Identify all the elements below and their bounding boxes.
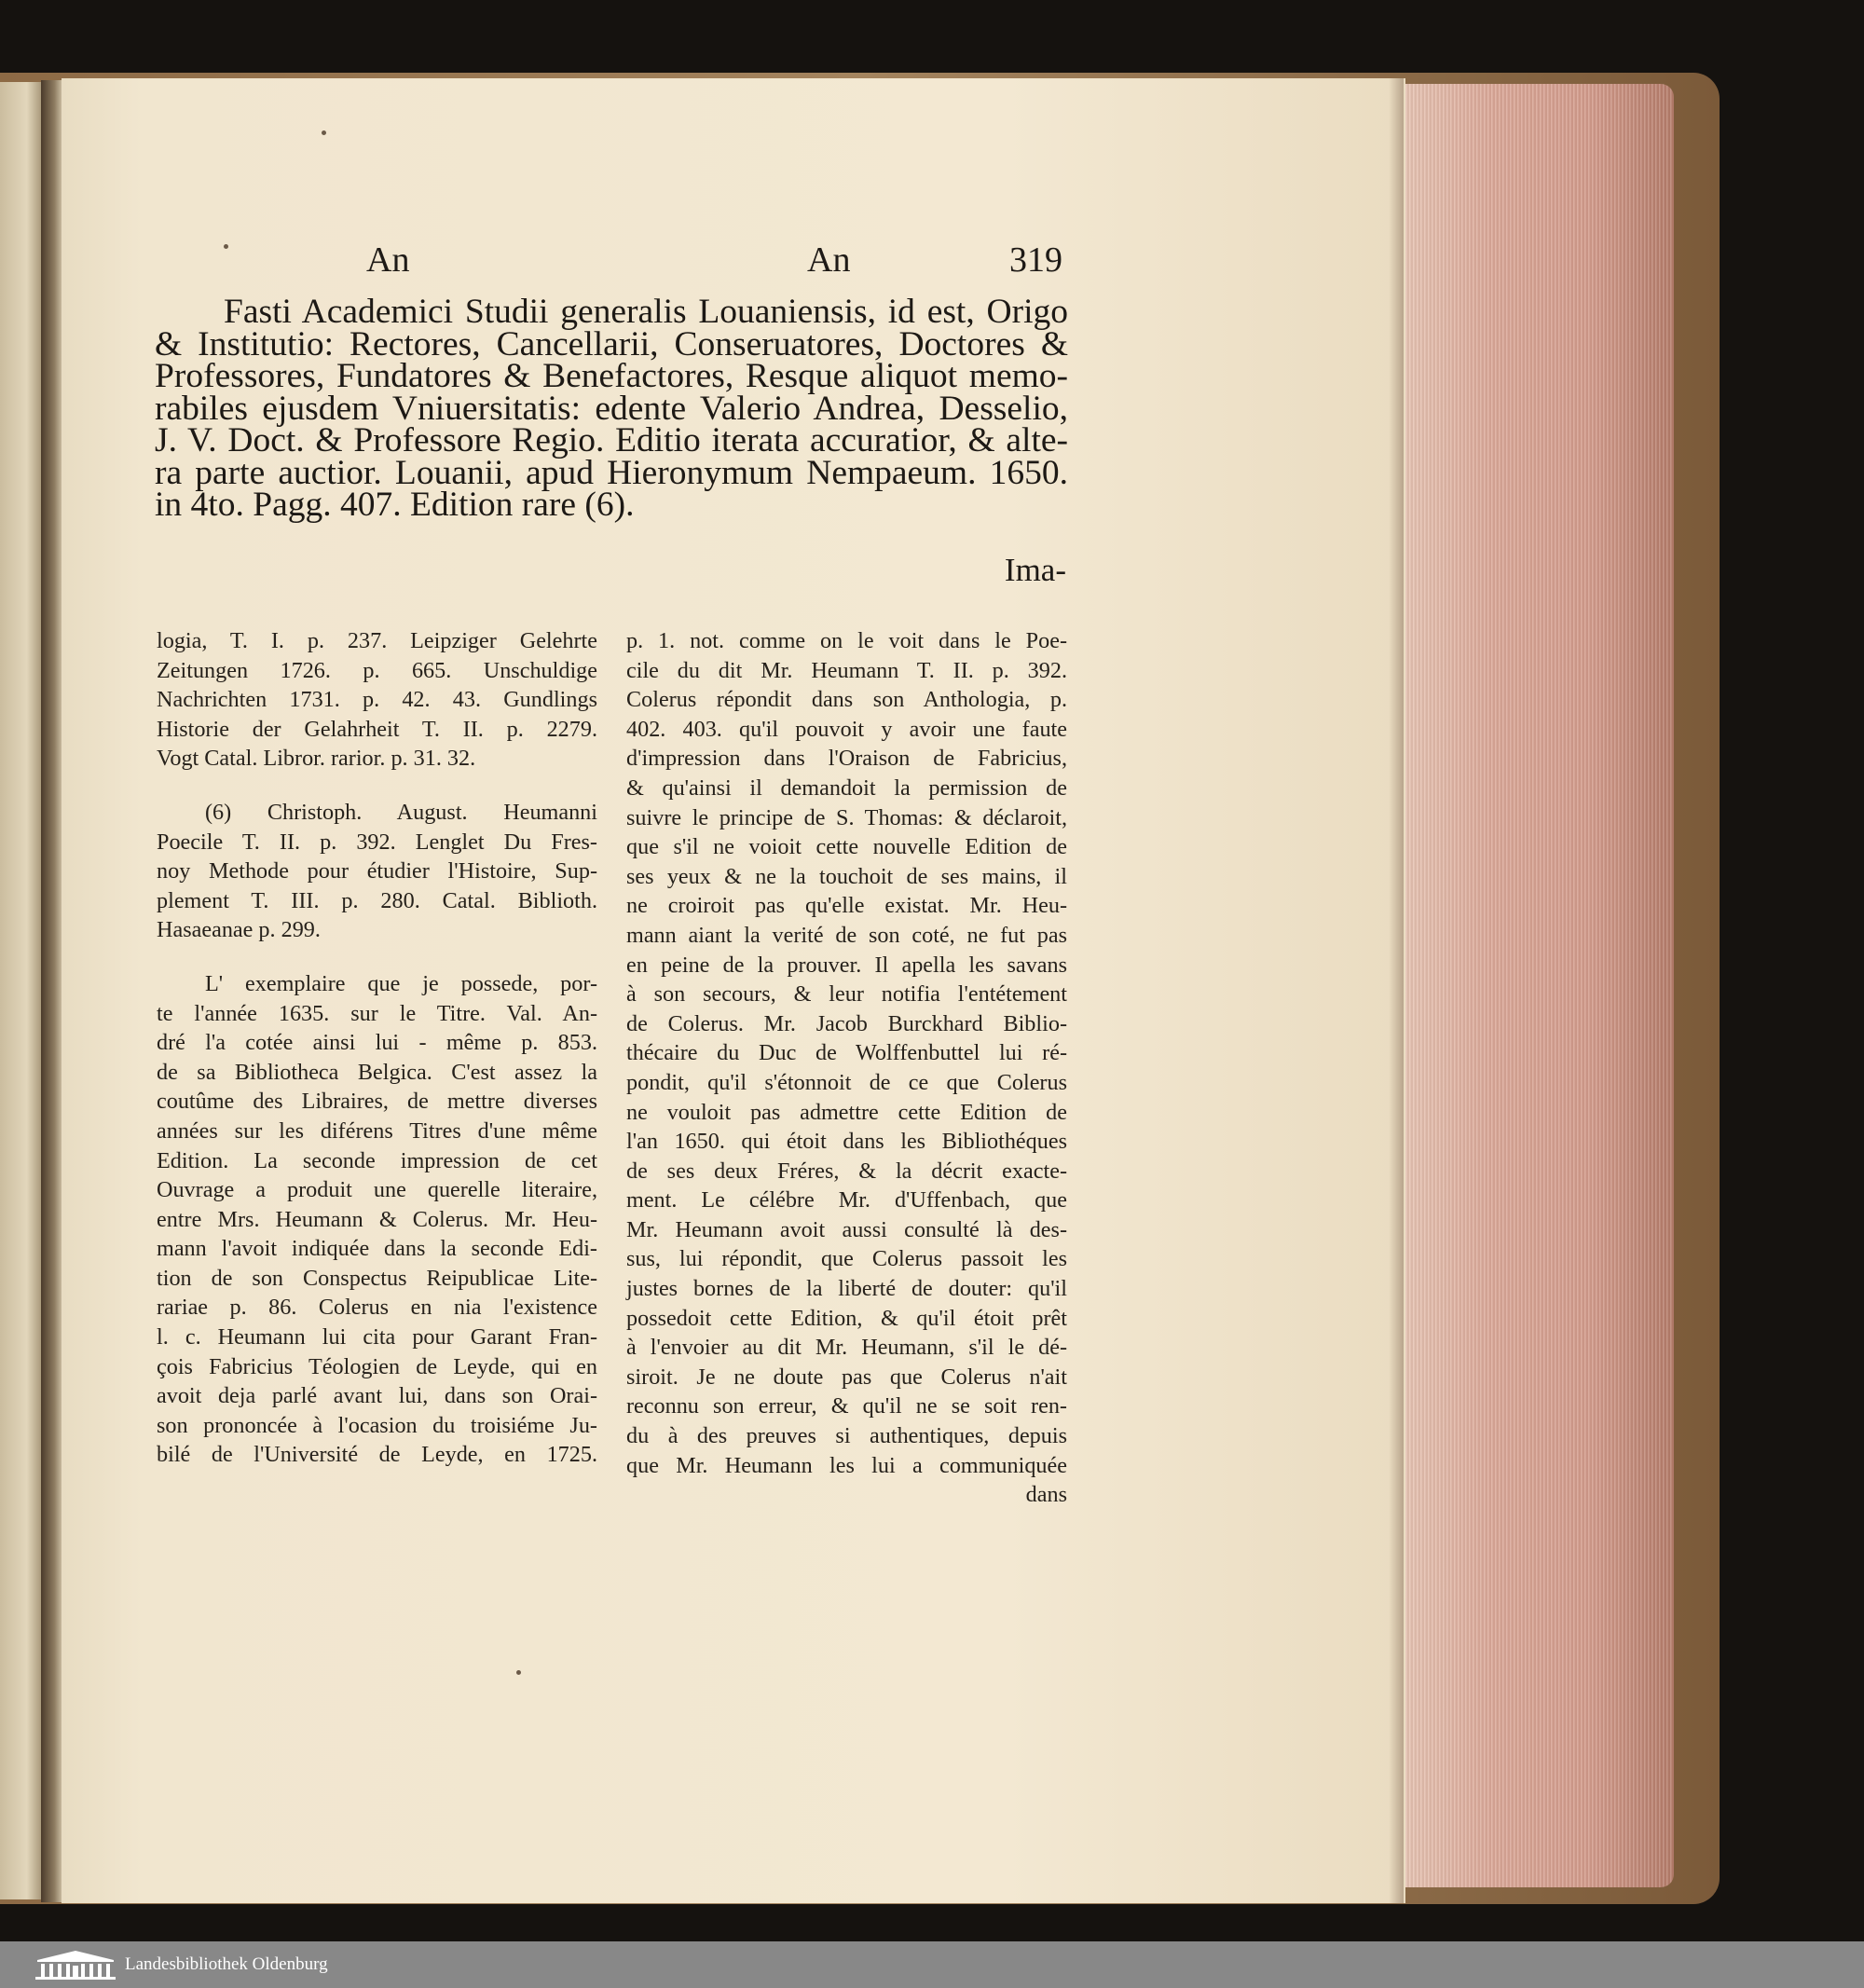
text-line: entre Mrs. Heumann & Colerus. Mr. Heu- (157, 1206, 597, 1232)
footer-bar (0, 1941, 1864, 1988)
text-line: reconnu son erreur, & qu'il ne se soit ren- (626, 1393, 1067, 1419)
text-line: Historie der Gelahrheit T. II. p. 2279. (157, 716, 597, 742)
text-line: années sur les diférens Titres d'une même (157, 1117, 597, 1144)
text-line: (6) Christoph. August. Heumanni (205, 799, 597, 825)
text-line: du à des preuves si authentiques, depuis (626, 1423, 1067, 1449)
left-column (157, 626, 597, 1470)
text-line: avoit deja parlé avant lui, dans son Orai- (157, 1383, 597, 1409)
text-line: pondit, qu'il s'étonnoit de ce que Colerus (626, 1069, 1067, 1095)
text-line: sus, lui répondit, que Colerus passoit les (626, 1246, 1067, 1272)
text-line: siroit. Je ne doute pas que Colerus n'ait (626, 1364, 1067, 1390)
text-line: logia, T. I. p. 237. Leipziger Gelehrte (157, 628, 597, 653)
main-entry-line: in 4to. Pagg. 407. Edition rare (6). (155, 486, 635, 524)
text-line: de Colerus. Mr. Jacob Burckhard Biblio- (626, 1010, 1067, 1036)
page-edges (1394, 84, 1674, 1887)
running-head-center: An (807, 240, 851, 280)
main-entry-line: & Institutio: Rectores, Cancellarii, Conseruatores, Doctores & (155, 324, 1068, 363)
paper-speck (322, 130, 326, 135)
paper-speck (516, 1670, 521, 1675)
text-line: Hasaeanae p. 299. (157, 917, 321, 943)
text-line: mann aiant la verité de son coté, ne fut pas (626, 922, 1067, 948)
text-line: en peine de la prouver. Il apella les savans (626, 952, 1067, 978)
catchword-bottom: dans (1025, 1482, 1067, 1508)
footnote-paragraph (157, 626, 597, 774)
text-line: tion de son Conspectus Reipublicae Lite- (157, 1265, 597, 1291)
text-line: rariae p. 86. Colerus en nia l'existence (157, 1295, 597, 1321)
footer-institution-label: Landesbibliothek Oldenburg (125, 1954, 328, 1974)
text-line: son prononcée à l'ocasion du troisiéme Ju- (157, 1412, 597, 1438)
paper-speck (224, 244, 228, 249)
text-line: d'impression dans l'Oraison de Fabricius, (626, 746, 1067, 772)
text-line: çois Fabricius Téologien de Leyde, qui en (157, 1353, 597, 1379)
page-number: 319 (1009, 240, 1062, 280)
text-line: ses yeux & ne la touchoit de ses mains, il (626, 863, 1067, 889)
text-line: te l'année 1635. sur le Titre. Val. An- (157, 1000, 597, 1026)
text-line: Colerus répondit dans son Anthologia, p. (626, 687, 1067, 713)
text-line: ne vouloit pas admettre cette Edition de (626, 1099, 1067, 1125)
catchword-top: Ima- (1004, 552, 1066, 588)
running-head-left: An (366, 240, 410, 280)
text-line: de ses deux Fréres, & la décrit exacte- (626, 1158, 1067, 1184)
text-line: l. c. Heumann lui cita pour Garant Fran- (157, 1324, 597, 1350)
text-line: coutûme des Libraires, de mettre diverses (157, 1089, 597, 1115)
text-line: bilé de l'Université de Leyde, en 1725. (157, 1442, 597, 1468)
text-line: ne croiroit pas qu'elle existat. Mr. Heu- (626, 893, 1067, 919)
text-line: L' exemplaire que je possede, por- (205, 970, 597, 996)
text-line: & qu'ainsi il demandoit la permission de (626, 775, 1067, 801)
library-building-icon (34, 1949, 117, 1981)
text-line: que Mr. Heumann les lui a communiquée (626, 1452, 1067, 1478)
text-line: thécaire du Duc de Wolffenbuttel lui ré- (626, 1040, 1067, 1066)
text-line: suivre le principe de S. Thomas: & déclaroit, (626, 804, 1067, 830)
left-page-edge (0, 82, 45, 1899)
text-line: possedoit cette Edition, & qu'il étoit prêt (626, 1305, 1067, 1331)
main-entry-line: rabiles ejusdem Vniuersitatis: edente Valerio Andrea, Desselio, (155, 389, 1068, 428)
text-line: Vogt Catal. Libror. rarior. p. 31. 32. (157, 746, 476, 772)
text-line: 402. 403. qu'il pouvoit y avoir une faute (626, 716, 1067, 742)
text-line: Zeitungen 1726. p. 665. Unschuldige (157, 657, 597, 683)
text-line: p. 1. not. comme on le voit dans le Poe- (626, 628, 1067, 653)
main-entry-line: ra parte auctior. Louanii, apud Hieronymum Nempaeum. 1650. (155, 453, 1068, 492)
text-line: justes bornes de la liberté de douter: qu'il (626, 1276, 1067, 1302)
text-line: Mr. Heumann avoit aussi consulté là des- (626, 1216, 1067, 1242)
text-line: ment. Le célébre Mr. d'Uffenbach, que (626, 1187, 1067, 1213)
text-line: mann l'avoit indiquée dans la seconde Edi- (157, 1236, 597, 1262)
text-line: l'an 1650. qui étoit dans les Bibliothéques (626, 1129, 1067, 1155)
text-line: Ouvrage a produit une querelle literaire, (157, 1177, 597, 1203)
text-line: noy Methode pour étudier l'Histoire, Sup- (157, 858, 597, 884)
right-column (626, 626, 1067, 1510)
text-line: à l'envoier au dit Mr. Heumann, s'il le dé- (626, 1335, 1067, 1361)
main-entry-line: J. V. Doct. & Professore Regio. Editio iterata accuratior, & alte- (155, 421, 1068, 459)
footnote-paragraph (157, 798, 597, 945)
text-line: cile du dit Mr. Heumann T. II. p. 392. (626, 657, 1067, 683)
text-line: dré l'a cotée ainsi lui - même p. 853. (157, 1030, 597, 1056)
text-line: à son secours, & leur notifia l'entétement (626, 981, 1067, 1008)
text-line: que s'il ne voioit cette nouvelle Edition de (626, 834, 1067, 860)
main-entry-line: Fasti Academici Studii generalis Louaniensis, id est, Origo (224, 293, 1068, 331)
footnote-paragraph (157, 969, 597, 1470)
text-line: plement T. III. p. 280. Catal. Biblioth. (157, 887, 597, 913)
text-line: de sa Bibliotheca Belgica. C'est assez la (157, 1059, 597, 1085)
page-edge-shadow (1389, 78, 1404, 1903)
main-entry (155, 293, 1068, 524)
text-line: Nachrichten 1731. p. 42. 43. Gundlings (157, 687, 597, 713)
text-line: Edition. La seconde impression de cet (157, 1147, 597, 1173)
text-line: Poecile T. II. p. 392. Lenglet Du Fres- (157, 829, 597, 855)
main-entry-line: Professores, Fundatores & Benefactores, Resque aliquot memo- (155, 357, 1068, 395)
